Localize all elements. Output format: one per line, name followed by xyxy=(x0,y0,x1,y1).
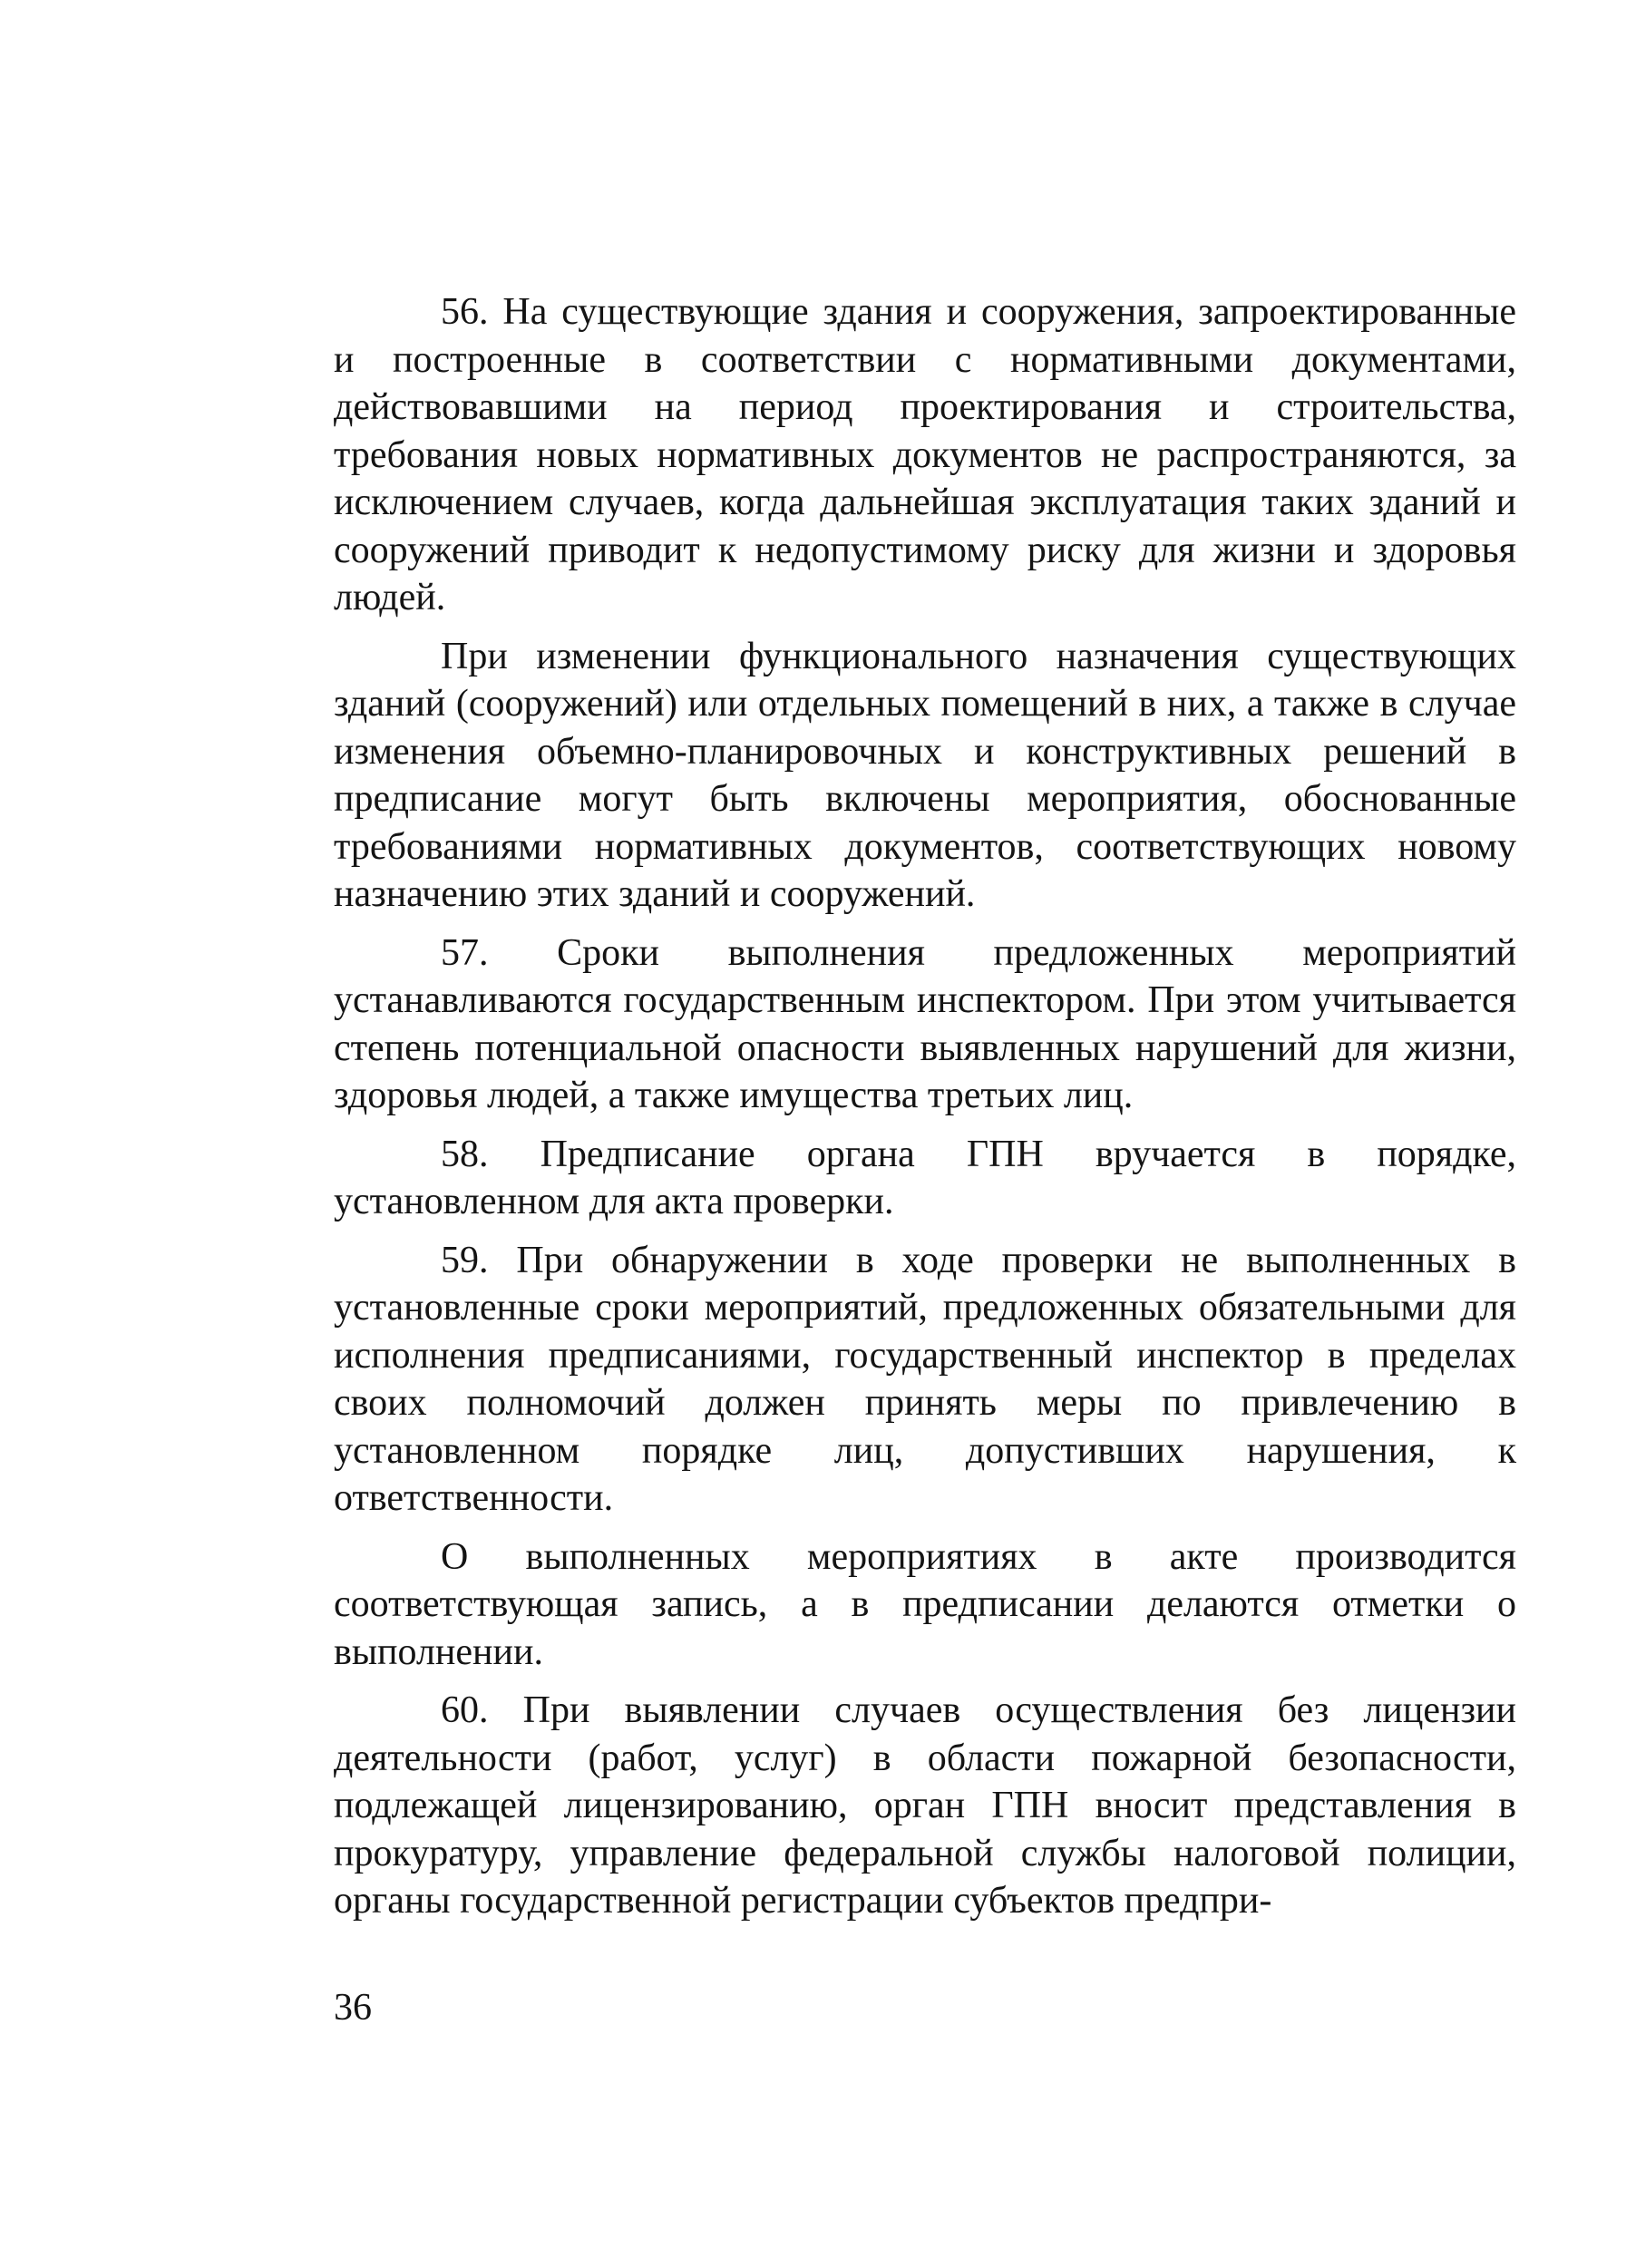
page-number: 36 xyxy=(334,1987,372,2029)
body-text xyxy=(334,288,1516,1925)
paragraph-60: 60. При выявлении случаев осуществления без лицензии деятельности (работ, услуг) в области пожарной безопасности, подлежащей лицензированию, орган ГПН вносит представления в прокуратуру, управление федеральной службы налоговой полиции, органы государственной регистрации субъектов предпри- xyxy=(334,1689,1516,1922)
paragraph-59-continuation: О выполненных мероприятиях в акте производится соответствующая запись, а в предписании делаются отметки о выполнении. xyxy=(334,1535,1516,1673)
paragraph-57: 57. Сроки выполнения предложенных мероприятий устанавливаются государственным инспектором. При этом учитывается степень потенциальной опасности выявленных нарушений для жизни, здоровья людей, а также имущества третьих лиц. xyxy=(334,931,1516,1116)
paragraph-56: 56. На существующие здания и сооружения, запроектированные и построенные в соответствии с нормативными документами, действовавшими на период проектирования и строительства, требования новых нормативных документов не распространяются, за исключением случаев, когда дальнейшая эксплуатация таких зданий и сооружений приводит к недопустимому риску для жизни и здоровья людей. xyxy=(334,291,1516,618)
paragraph-59: 59. При обнаружении в ходе проверки не выполненных в установленные сроки мероприятий, предложенных обязательными для исполнения предписаниями, государственный инспектор в пределах своих полномочий должен принять меры по привлечению в установленном порядке лиц, допустивших нарушения, к ответственности. xyxy=(334,1239,1516,1519)
paragraph-58: 58. Предписание органа ГПН вручается в порядке, установленном для акта проверки. xyxy=(334,1133,1516,1222)
paragraph-56-continuation: При изменении функционального назначения существующих зданий (сооружений) или отдельных помещений в них, а также в случае изменения объемно-планировочных и конструктивных решений в предписание могут быть включены мероприятия, обоснованные требованиями нормативных документов, соответствующих новому назначению этих зданий и сооружений. xyxy=(334,635,1516,915)
